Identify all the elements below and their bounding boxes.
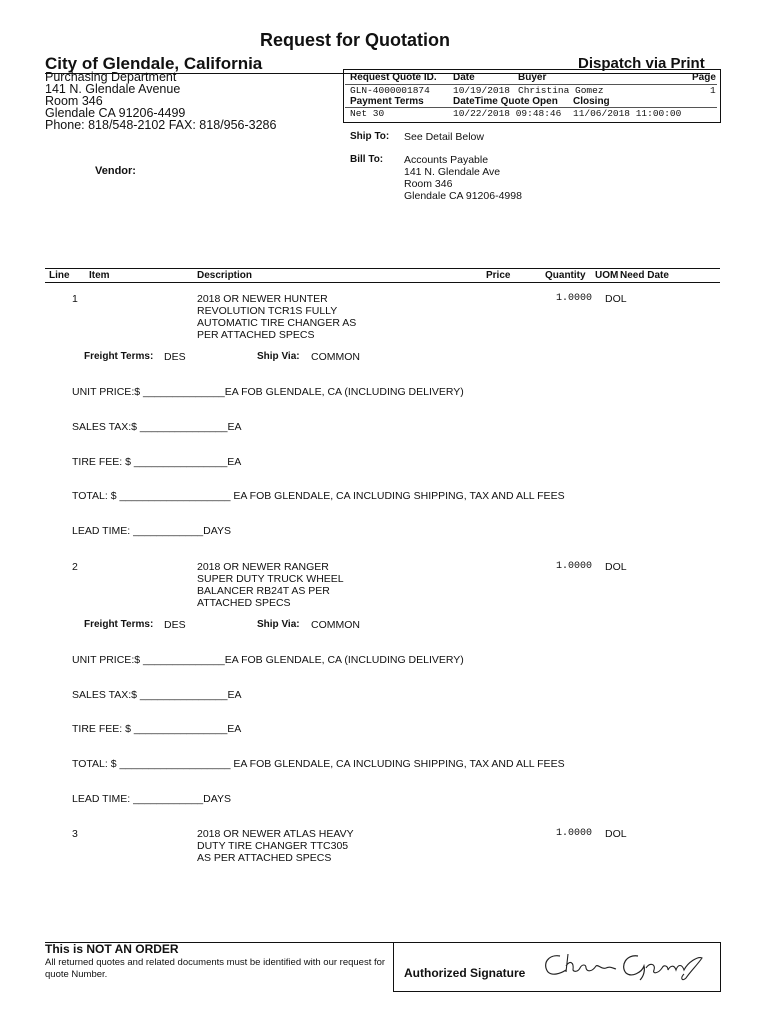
buyer-value: Christina Gomez	[518, 85, 604, 96]
date-label: Date	[453, 72, 475, 83]
page-label: Page	[692, 72, 716, 83]
payment-terms-value: Net 30	[350, 108, 385, 119]
col-uom: UOM	[595, 270, 619, 281]
col-price: Price	[486, 270, 511, 281]
tire-fee-line: TIRE FEE: $ ________________EA	[72, 723, 242, 735]
col-item: Item	[89, 270, 110, 281]
sales-tax-line: SALES TAX:$ _______________EA	[72, 421, 242, 433]
line-uom: DOL	[605, 561, 627, 573]
lead-time-line: LEAD TIME: ____________DAYS	[72, 525, 231, 537]
bill-to-line: Accounts Payable	[404, 154, 489, 166]
vendor-label: Vendor:	[95, 165, 136, 177]
datetime-open-label: DateTime Quote Open	[453, 96, 558, 107]
footer-note: All returned quotes and related documents must be identified with our request for quote Number.	[45, 957, 386, 980]
buyer-label: Buyer	[518, 72, 547, 83]
not-an-order-notice: This is NOT AN ORDER	[45, 942, 179, 956]
document-title: Request for Quotation	[260, 30, 450, 50]
line-quantity: 1.0000	[556, 828, 593, 839]
date-value: 10/19/2018	[453, 85, 511, 96]
freight-terms-label: Freight Terms:	[84, 351, 154, 362]
payment-terms-label: Payment Terms	[350, 96, 424, 107]
line-number: 2	[72, 561, 78, 573]
quote-id-value: GLN-4000001874	[350, 85, 430, 96]
address-line: Room 346	[45, 94, 103, 108]
closing-value: 11/06/2018 11:00:00	[573, 108, 682, 119]
unit-price-line: UNIT PRICE:$ ______________EA FOB GLENDALE, CA (INCLUDING DELIVERY)	[72, 654, 464, 666]
line-number: 3	[72, 828, 78, 840]
quote-id-label: Request Quote ID.	[350, 72, 437, 83]
line-description: 2018 OR NEWER RANGER SUPER DUTY TRUCK WHEEL BALANCER RB24T AS PER ATTACHED SPECS	[197, 561, 344, 609]
tire-fee-line: TIRE FEE: $ ________________EA	[72, 456, 242, 468]
datetime-open-value: 10/22/2018 09:48:46	[453, 108, 562, 119]
page-value: 1	[710, 85, 716, 96]
closing-label: Closing	[573, 96, 610, 107]
line-quantity: 1.0000	[556, 561, 593, 572]
lead-time-line: LEAD TIME: ____________DAYS	[72, 793, 231, 805]
total-line: TOTAL: $ ___________________ EA FOB GLENDALE, CA INCLUDING SHIPPING, TAX AND ALL FEES	[72, 490, 565, 502]
total-line: TOTAL: $ ___________________ EA FOB GLENDALE, CA INCLUDING SHIPPING, TAX AND ALL FEES	[72, 758, 565, 770]
bill-to-line: 141 N. Glendale Ave	[404, 166, 501, 178]
ship-via-value: COMMON	[311, 619, 360, 631]
table-top-rule	[45, 268, 720, 269]
organization-name: City of Glendale, California	[45, 54, 263, 73]
col-description: Description	[197, 270, 253, 281]
ship-via-label: Ship Via:	[257, 351, 300, 362]
bill-to-label: Bill To:	[350, 154, 384, 165]
ship-to-value: See Detail Below	[404, 131, 484, 143]
address-line: Purchasing Department	[45, 70, 177, 84]
phone-fax: Phone: 818/548-2102 FAX: 818/956-3286	[45, 118, 277, 132]
dispatch-method: Dispatch via Print	[578, 55, 705, 72]
freight-terms-label: Freight Terms:	[84, 619, 154, 630]
bill-to-line: Glendale CA 91206-4998	[404, 190, 522, 202]
ship-via-value: COMMON	[311, 351, 360, 363]
line-uom: DOL	[605, 828, 627, 840]
bill-to-line: Room 346	[404, 178, 453, 190]
col-line: Line	[49, 270, 70, 281]
address-line: Glendale CA 91206-4499	[45, 106, 186, 120]
ship-to-label: Ship To:	[350, 131, 390, 142]
handwritten-signature	[540, 948, 705, 984]
freight-terms-value: DES	[164, 351, 186, 363]
unit-price-line: UNIT PRICE:$ ______________EA FOB GLENDALE, CA (INCLUDING DELIVERY)	[72, 386, 464, 398]
freight-terms-value: DES	[164, 619, 186, 631]
sales-tax-line: SALES TAX:$ _______________EA	[72, 689, 242, 701]
line-description: 2018 OR NEWER ATLAS HEAVY DUTY TIRE CHANGER TTC305 AS PER ATTACHED SPECS	[197, 828, 354, 864]
col-quantity: Quantity	[545, 270, 586, 281]
line-uom: DOL	[605, 293, 627, 305]
signature-label: Authorized Signature	[404, 966, 526, 980]
table-header-rule	[45, 282, 720, 283]
line-quantity: 1.0000	[556, 293, 593, 304]
line-number: 1	[72, 293, 78, 305]
col-need-date: Need Date	[620, 270, 669, 281]
ship-via-label: Ship Via:	[257, 619, 300, 630]
address-line: 141 N. Glendale Avenue	[45, 82, 181, 96]
line-description: 2018 OR NEWER HUNTER REVOLUTION TCR1S FULLY AUTOMATIC TIRE CHANGER AS PER ATTACHED SPECS	[197, 293, 357, 341]
